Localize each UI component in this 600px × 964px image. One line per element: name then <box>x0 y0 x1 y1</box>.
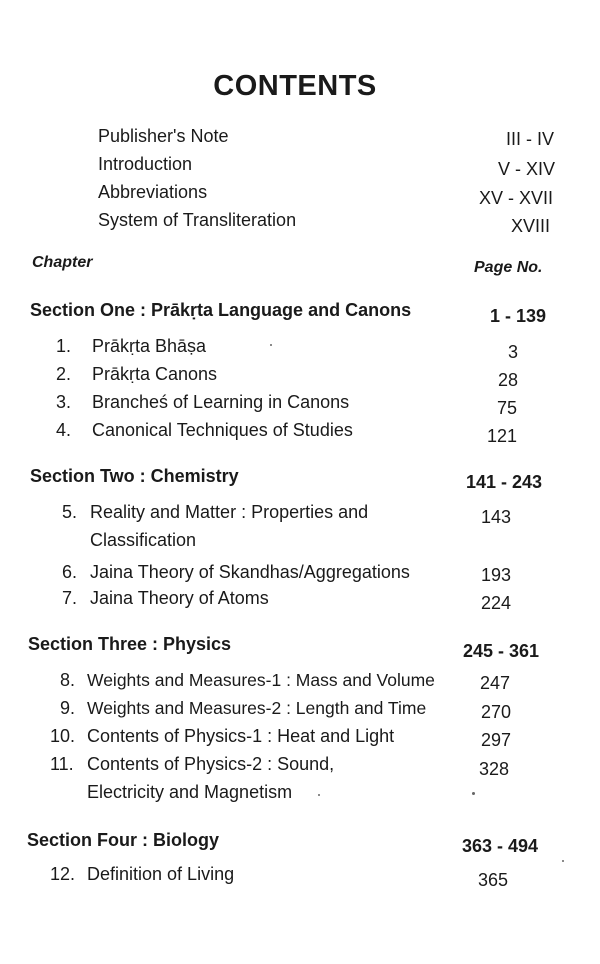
scan-speck <box>318 794 320 796</box>
chapter-title: Weights and Measures-1 : Mass and Volume <box>87 670 435 690</box>
chapter-title: Definition of Living <box>87 864 235 884</box>
chapter-title: Reality and Matter : Properties and <box>90 502 369 522</box>
chapter-page: 270 <box>481 702 512 722</box>
section-title: Section One : Prākṛta Language and Canons <box>30 300 412 320</box>
chapter-number: 9. <box>60 698 76 718</box>
section-title: Section Two : Chemistry <box>30 466 239 486</box>
scan-speck <box>562 860 564 862</box>
chapter-title: Weights and Measures-2 : Length and Time <box>87 698 427 718</box>
chapter-title: Contents of Physics-2 : Sound, <box>87 754 335 774</box>
front-matter-pages: V - XIV <box>498 159 556 179</box>
chapter-title-continued: Classification <box>90 530 197 550</box>
chapter-page: 3 <box>508 342 519 362</box>
front-matter-label: System of Transliteration <box>98 210 297 230</box>
chapter-title: Jaina Theory of Skandhas/Aggregations <box>90 562 410 582</box>
chapter-page: 224 <box>481 593 512 613</box>
chapter-number: 8. <box>60 670 76 690</box>
chapter-title: Contents of Physics-1 : Heat and Light <box>87 726 395 746</box>
chapter-page: 28 <box>498 370 519 390</box>
chapter-page: 247 <box>480 673 511 693</box>
chapter-page: 143 <box>481 507 512 527</box>
chapter-page: 121 <box>487 426 518 446</box>
chapter-number: 7. <box>62 588 78 608</box>
section-pages: 363 - 494 <box>462 836 539 856</box>
chapter-header: Chapter <box>32 254 93 271</box>
chapter-number: 5. <box>62 502 78 522</box>
chapter-title: Jaina Theory of Atoms <box>90 588 269 608</box>
section-title: Section Three : Physics <box>28 634 232 654</box>
chapter-page: 328 <box>479 759 510 779</box>
scan-speck <box>472 792 475 795</box>
section-pages: 245 - 361 <box>463 641 540 661</box>
chapter-number: 1. <box>56 336 72 356</box>
chapter-number: 11. <box>50 754 74 774</box>
page-no-header: Page No. <box>474 259 543 276</box>
scan-speck <box>270 344 272 346</box>
chapter-page: 193 <box>481 565 512 585</box>
chapter-title: Prākṛta Canons <box>92 364 218 384</box>
chapter-page: 75 <box>497 398 518 418</box>
chapter-page: 297 <box>481 730 512 750</box>
chapter-page: 365 <box>478 870 509 890</box>
chapter-number: 2. <box>56 364 72 384</box>
front-matter-pages: XVIII <box>511 216 551 236</box>
front-matter-label: Publisher's Note <box>98 126 229 146</box>
chapter-title: Prākṛta Bhāṣa <box>92 336 207 356</box>
section-pages: 1 - 139 <box>490 306 547 326</box>
front-matter-label: Abbreviations <box>98 182 208 202</box>
chapter-number: 3. <box>56 392 72 412</box>
front-matter-pages: XV - XVII <box>479 188 554 208</box>
chapter-title: Canonical Techniques of Studies <box>92 420 353 440</box>
chapter-title-continued: Electricity and Magnetism <box>87 782 293 802</box>
chapter-number: 4. <box>56 420 72 440</box>
section-title: Section Four : Biology <box>27 830 219 850</box>
front-matter-label: Introduction <box>98 154 193 174</box>
chapter-number: 6. <box>62 562 78 582</box>
chapter-number: 12. <box>50 864 76 884</box>
section-pages: 141 - 243 <box>466 472 543 492</box>
chapter-title: Brancheś of Learning in Canons <box>92 392 350 412</box>
front-matter-pages: III - IV <box>506 129 555 149</box>
page-title: CONTENTS <box>213 70 377 102</box>
chapter-number: 10. <box>50 726 76 746</box>
